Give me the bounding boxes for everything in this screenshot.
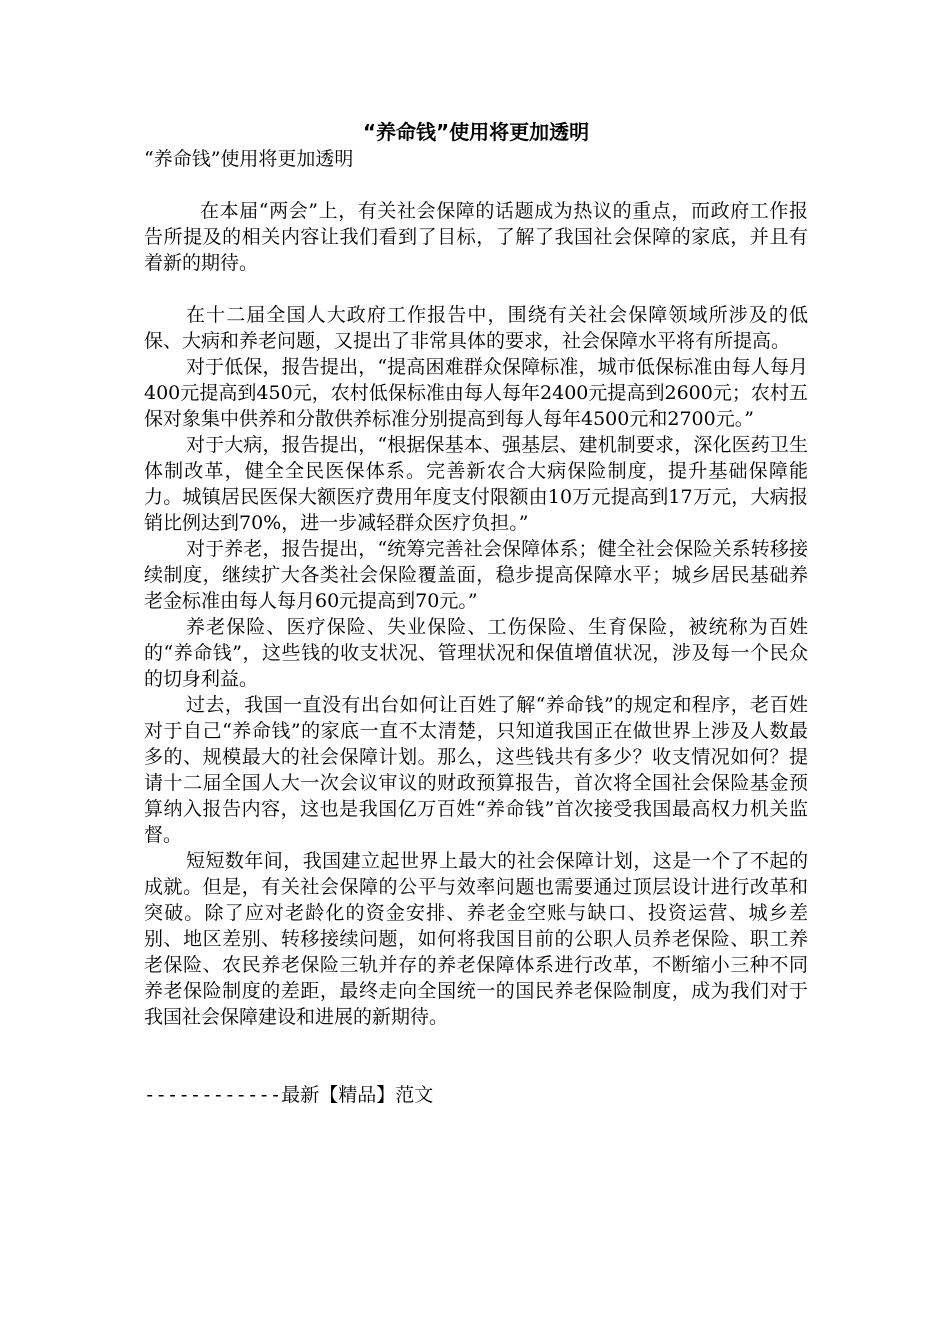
footer-dashes: ------------ <box>144 1084 282 1106</box>
footer-spacer-2 <box>144 1056 808 1082</box>
paragraph-intro: 在本届“两会”上，有关社会保障的话题成为热议的重点，而政府工作报告所提及的相关内容让我们看到了目标，了解了我国社会保障的家底，并且有着新的期待。 <box>144 200 808 274</box>
paragraph-serious-illness: 对于大病，报告提出，“根据保基本、强基层、建机制要求，深化医药卫生体制改革，健全全民医保体系。完善新农合大病保险制度，提升基础保障能力。城镇居民医保大额医疗费用年度支付限额由10万元提高到17万元，大病报销比例达到70%，进一步减轻群众医疗负担。” <box>144 434 808 534</box>
paragraph-spacer <box>144 276 808 302</box>
paragraph-past: 过去，我国一直没有出台如何让百姓了解“养命钱”的规定和程序，老百姓对于自己“养命钱”的家底一直不太清楚，只知道我国正在做世界上涉及人数最多的、规模最大的社会保障计划。那么，这些钱共有多少？收支情况如何？提请十二届全国人大一次会议审议的财政预算报告，首次将全国社会保险基金预算纳入报告内容，这也是我国亿万百姓“养命钱”首次接受我国最高权力机关监督。 <box>144 694 808 846</box>
paragraph-low-income: 对于低保，报告提出，“提高困难群众保障标准，城市低保标准由每人每月400元提高到450元，农村低保标准由每人每年2400元提高到2600元；农村五保对象集中供养和分散供养标准分别提高到每人每年4500元和2700元。” <box>144 356 808 430</box>
footer-text: 最新【精品】范文 <box>281 1084 434 1106</box>
paragraph-outlook: 短短数年间，我国建立起世界上最大的社会保障计划，这是一个了不起的成就。但是，有关社会保障的公平与效率问题也需要通过顶层设计进行改革和突破。除了应对老龄化的资金安排、养老金空账与缺口、投资运营、城乡差别、地区差别、转移接续问题，如何将我国目前的公职人员养老保险、职工养老保险、农民养老保险三轨并存的养老保障体系进行改革，不断缩小三种不同养老保险制度的差距，最终走向全国统一的国民养老保险制度，成为我们对于我国社会保障建设和进展的新期待。 <box>144 850 808 1028</box>
footer-line <box>144 1082 808 1108</box>
paragraph-report-overview: 在十二届全国人大政府工作报告中，围绕有关社会保障领域所涉及的低保、大病和养老问题，又提出了非常具体的要求，社会保障水平将有所提高。 <box>144 304 808 352</box>
document-title: “养命钱”使用将更加透明 <box>362 120 590 144</box>
footer-spacer-1 <box>144 1030 808 1056</box>
document-subtitle: “养命钱”使用将更加透明 <box>144 148 354 170</box>
paragraph-insurance-types: 养老保险、医疗保险、失业保险、工伤保险、生育保险，被统称为百姓的“养命钱”，这些钱的收支状况、管理状况和保值增值状况，涉及每一个民众的切身利益。 <box>144 616 808 690</box>
paragraph-pension: 对于养老，报告提出，“统筹完善社会保障体系；健全社会保险关系转移接续制度，继续扩大各类社会保险覆盖面，稳步提高保障水平；城乡居民基础养老金标准由每人每月60元提高到70元。” <box>144 538 808 612</box>
document-page <box>144 118 808 1108</box>
